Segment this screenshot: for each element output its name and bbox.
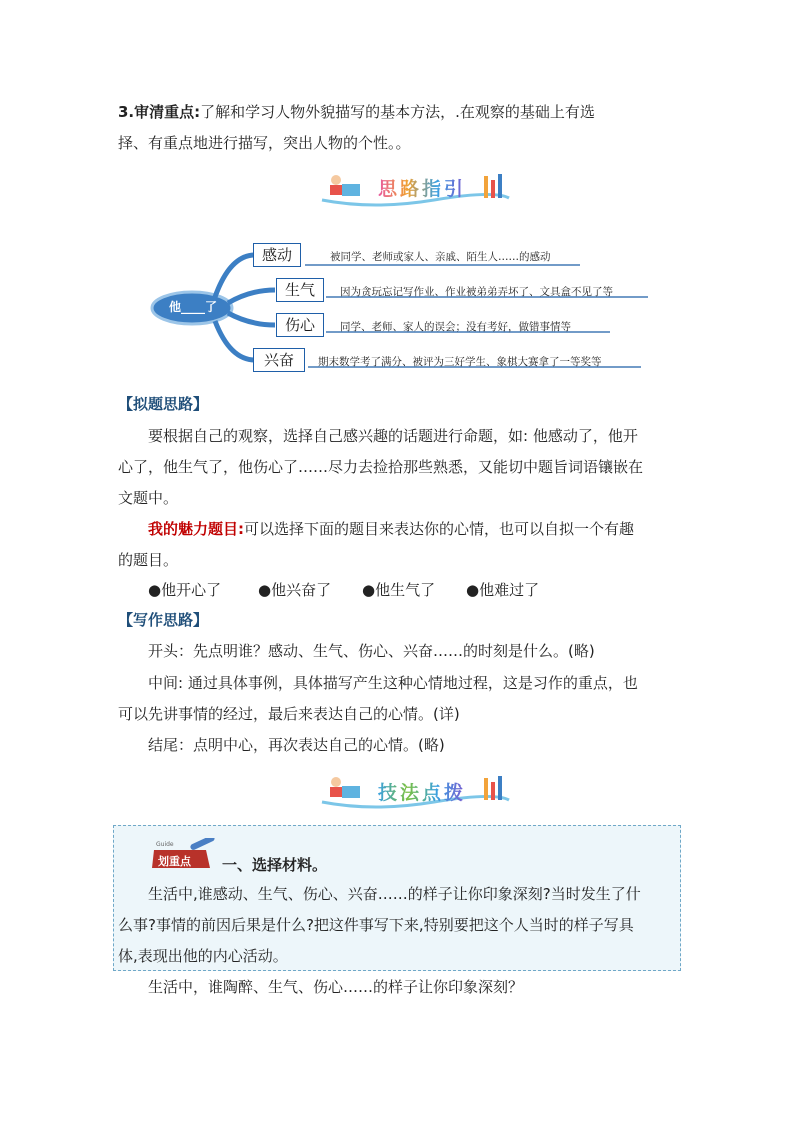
mindmap-node-shangxin: 伤心 — [276, 313, 324, 337]
title-option-1: ●他开心了 — [148, 581, 222, 599]
banner-jifadianbo — [314, 772, 514, 812]
ideas-p1-l1: 要根据自己的观察，选择自己感兴趣的话题进行命题，如: 他感动了，他开 — [148, 427, 638, 445]
title-option-4: ●他难过了 — [466, 581, 540, 599]
mindmap-desc-gandong: 被同学、老师或家人、亲戚、陌生人……的感动 — [330, 251, 551, 263]
section3-line2: 择、有重点地进行描写，突出人物的个性。。 — [118, 134, 411, 152]
keypoint-l1: 生活中,谁感动、生气、伤心、兴奋……的样子让你印象深刻?当时发生了什 — [148, 885, 641, 903]
charm-label: 我的魅力题目: — [148, 520, 244, 538]
mindmap-node-gandong: 感动 — [253, 243, 301, 267]
ideas-charm-l2: 的题目。 — [118, 551, 179, 569]
keypoint-heading: 一、选择材料。 — [222, 856, 328, 874]
writing-heading: 【写作思路】 — [118, 611, 209, 629]
mindmap-node-shengqi: 生气 — [276, 278, 324, 302]
mindmap — [0, 235, 794, 375]
mindmap-desc-shengqi: 因为贪玩忘记写作业、作业被弟弟弄坏了、文具盒不见了等 — [340, 286, 613, 298]
keypoint-badge — [150, 838, 216, 872]
writing-end: 结尾：点明中心，再次表达自己的心情。(略) — [148, 736, 445, 754]
keypoint-l3: 体,表现出他的内心活动。 — [118, 947, 288, 965]
mindmap-desc-xingfen: 期末数学考了满分、被评为三好学生、象棋大赛拿了一等奖等 — [318, 356, 602, 368]
banner2-title: 技法点拨 — [378, 782, 467, 804]
writing-middle-l1: 中间: 通过具体事例，具体描写产生这种心情地过程，这是习作的重点，也 — [148, 674, 638, 692]
banner1-title: 思路指引 — [378, 178, 467, 200]
writing-start: 开头：先点明谁？感动、生气、伤心、兴奋……的时刻是什么。(略) — [148, 642, 595, 660]
mindmap-node-xingfen: 兴奋 — [253, 348, 305, 372]
title-option-3: ●他生气了 — [362, 581, 436, 599]
title-option-2: ●他兴奋了 — [258, 581, 332, 599]
mindmap-desc-shangxin: 同学、老师、家人的误会；没有考好，做错事情等 — [340, 321, 571, 333]
section3-label: 3.审清重点: — [118, 103, 201, 121]
ideas-p1-l3: 文题中。 — [118, 489, 179, 507]
mindmap-center: 他____了 — [168, 300, 217, 314]
ideas-p1-l2: 心了，他生气了，他伤心了……尽力去捡拾那些熟悉，又能切中题旨词语镶嵌在 — [118, 458, 644, 476]
banner-siluzhiyin — [314, 170, 514, 210]
ideas-charm-l1: 我的魅力题目:可以选择下面的题目来表达你的心情，也可以自拟一个有趣 — [148, 520, 635, 538]
badge-text: 划重点 — [158, 855, 191, 868]
last-line: 生活中，谁陶醉、生气、伤心……的样子让你印象深刻？ — [148, 978, 524, 996]
section3-line1: 3.审清重点:了解和学习人物外貌描写的基本方法，.在观察的基础上有选 — [118, 103, 595, 121]
badge-small: Guide — [156, 841, 174, 848]
writing-middle-l2: 可以先讲事情的经过，最后来表达自己的心情。(详) — [118, 705, 460, 723]
ideas-heading: 【拟题思路】 — [118, 395, 209, 413]
keypoint-l2: 么事?事情的前因后果是什么?把这件事写下来,特别要把这个人当时的样子写具 — [118, 916, 634, 934]
